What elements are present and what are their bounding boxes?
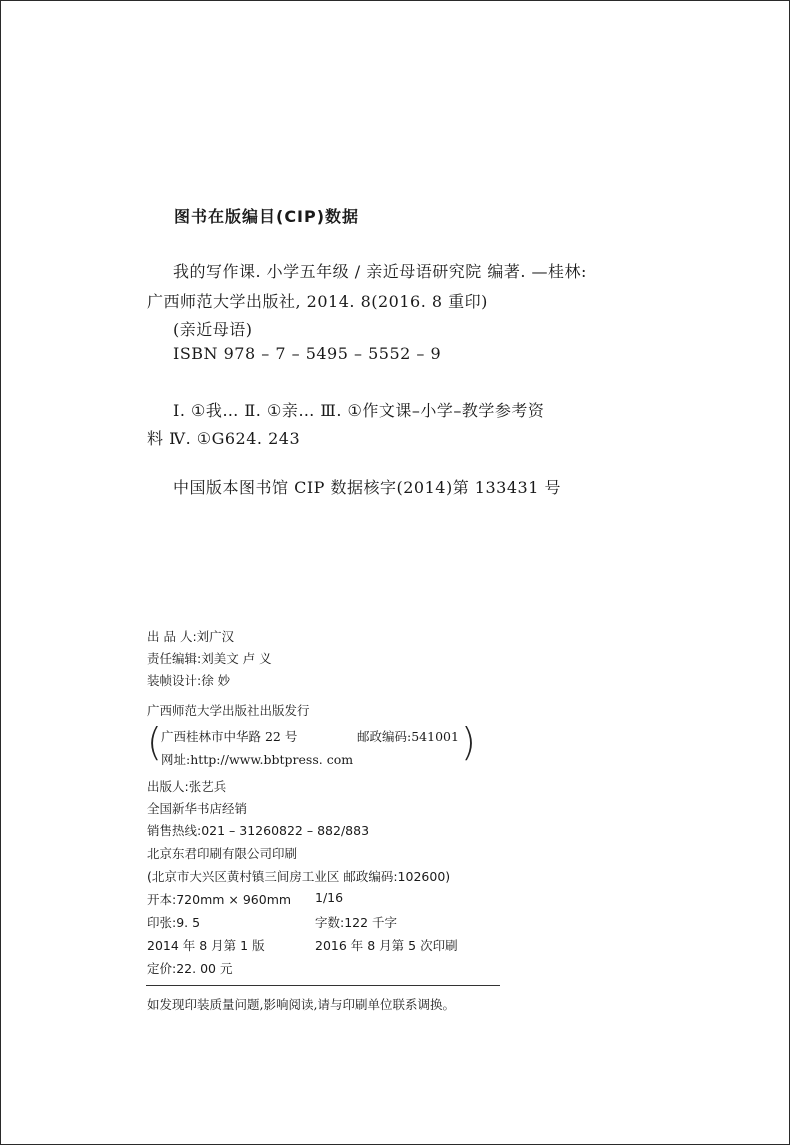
address-close-paren: ) — [461, 720, 476, 764]
imprint-price: 定价:22. 00 元 — [147, 961, 233, 976]
cip-series: (亲近母语) — [173, 320, 253, 339]
imprint-publisher: 广西师范大学出版社出版发行 — [147, 703, 310, 718]
imprint-printer-address: (北京市大兴区黄村镇三间房工业区 邮政编码:102600) — [147, 869, 451, 884]
imprint-edition: 2014 年 8 月第 1 版 — [147, 938, 265, 953]
imprint-website: 网址:http://www.bbtpress. com — [161, 752, 354, 767]
imprint-format-ratio: 1/16 — [315, 890, 344, 905]
imprint-postcode: 邮政编码:541001 — [357, 729, 459, 744]
cip-subject-2: 料 Ⅳ. ①G624. 243 — [147, 429, 301, 448]
imprint-editor: 责任编辑:刘美文 卢 义 — [147, 651, 272, 666]
cip-line-2: 广西师范大学出版社, 2014. 8(2016. 8 重印) — [147, 292, 488, 311]
cip-subject-1: Ⅰ. ①我… Ⅱ. ①亲… Ⅲ. ①作文课–小学–教学参考资 — [173, 401, 545, 420]
imprint-address: 广西桂林市中华路 22 号 — [161, 729, 298, 744]
cip-record: 中国版本图书馆 CIP 数据核字(2014)第 133431 号 — [173, 478, 561, 497]
cip-title: 图书在版编目(CIP)数据 — [174, 207, 360, 226]
imprint-printing: 2016 年 8 月第 5 次印刷 — [315, 938, 458, 953]
imprint-hotline: 销售热线:021 – 31260822 – 882/883 — [147, 823, 370, 838]
imprint-words: 字数:122 千字 — [315, 915, 398, 930]
imprint-distributor: 全国新华书店经销 — [147, 801, 248, 816]
divider-rule — [146, 985, 500, 986]
imprint-designer: 装帧设计:徐 妙 — [147, 673, 231, 688]
cip-isbn: ISBN 978 – 7 – 5495 – 5552 – 9 — [173, 344, 442, 363]
address-open-paren: ( — [147, 720, 162, 764]
imprint-sheets: 印张:9. 5 — [147, 915, 201, 930]
imprint-notice: 如发现印装质量问题,影响阅读,请与印刷单位联系调换。 — [147, 997, 455, 1012]
cip-line-1: 我的写作课. 小学五年级 / 亲近母语研究院 编著. —桂林: — [173, 262, 587, 281]
imprint-producer: 出 品 人:刘广汉 — [147, 629, 235, 644]
imprint-format: 开本:720mm × 960mm — [147, 892, 292, 907]
imprint-printer: 北京东君印刷有限公司印刷 — [147, 846, 298, 861]
imprint-chief: 出版人:张艺兵 — [147, 779, 227, 794]
